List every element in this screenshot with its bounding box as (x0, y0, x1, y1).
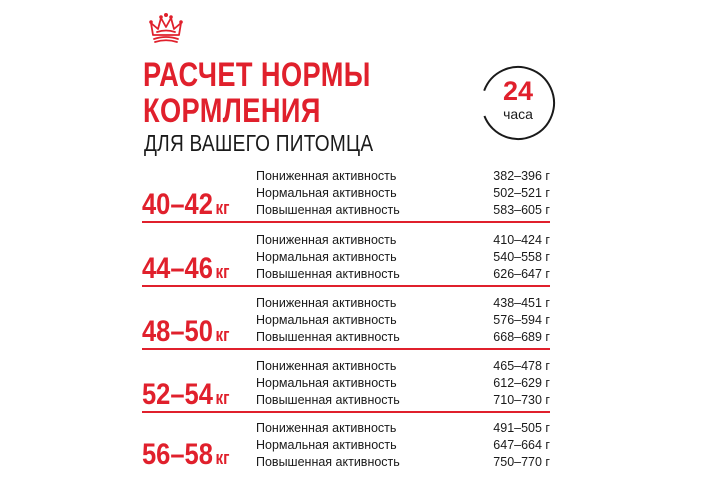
crown-icon (147, 11, 185, 45)
weight-range (142, 440, 230, 470)
table-row (256, 375, 550, 392)
activity-label: Повышенная активность (256, 267, 400, 281)
page-title-line-2: КОРМЛЕНИЯ (143, 92, 321, 130)
table-row (256, 329, 550, 346)
page-subtitle: ДЛЯ ВАШЕГО ПИТОМЦА (144, 130, 374, 156)
weight-range (142, 317, 230, 347)
portion-amount: 750–770 г (493, 455, 550, 469)
weight-value: 40–42 (142, 188, 213, 221)
portion-amount: 612–629 г (493, 376, 550, 390)
weight-unit: кг (215, 262, 230, 282)
portion-amount: 410–424 г (493, 233, 550, 247)
portion-amount: 540–558 г (493, 250, 550, 264)
activity-label: Нормальная активность (256, 376, 397, 390)
portion-amount: 438–451 г (493, 296, 550, 310)
badge-unit: часа (503, 106, 533, 122)
weight-section (142, 294, 550, 350)
activity-label: Пониженная активность (256, 233, 397, 247)
activity-label: Повышенная активность (256, 330, 400, 344)
activity-label: Нормальная активность (256, 250, 397, 264)
weight-value: 44–46 (142, 252, 213, 285)
section-divider (142, 411, 550, 413)
table-row (256, 420, 550, 437)
badge-value: 24 (502, 76, 534, 106)
portion-amount: 382–396 г (493, 169, 550, 183)
portion-amount: 502–521 г (493, 186, 550, 200)
section-divider (142, 348, 550, 350)
weight-section (142, 419, 550, 472)
table-row (256, 295, 550, 312)
portion-amount: 583–605 г (493, 203, 550, 217)
weight-value: 56–58 (142, 438, 213, 471)
weight-section (142, 167, 550, 223)
portion-amount: 626–647 г (493, 267, 550, 281)
weight-section (142, 357, 550, 413)
weight-unit: кг (215, 325, 230, 345)
portion-amount: 576–594 г (493, 313, 550, 327)
table-row (256, 358, 550, 375)
weight-range (142, 254, 230, 284)
table-row (256, 266, 550, 283)
activity-label: Нормальная активность (256, 186, 397, 200)
activity-label: Нормальная активность (256, 313, 397, 327)
section-divider (142, 221, 550, 223)
table-row (256, 202, 550, 219)
weight-range (142, 190, 230, 220)
table-row (256, 392, 550, 409)
weight-unit: кг (215, 448, 230, 468)
activity-label: Пониженная активность (256, 359, 397, 373)
portion-amount: 465–478 г (493, 359, 550, 373)
portion-amount: 647–664 г (493, 438, 550, 452)
activity-label: Пониженная активность (256, 296, 397, 310)
weight-value: 48–50 (142, 315, 213, 348)
weight-unit: кг (215, 198, 230, 218)
table-row (256, 437, 550, 454)
activity-label: Нормальная активность (256, 438, 397, 452)
section-divider (142, 285, 550, 287)
portion-amount: 710–730 г (493, 393, 550, 407)
table-row (256, 232, 550, 249)
activity-label: Повышенная активность (256, 455, 400, 469)
portion-amount: 491–505 г (493, 421, 550, 435)
table-row (256, 249, 550, 266)
table-row (256, 168, 550, 185)
weight-value: 52–54 (142, 378, 213, 411)
activity-label: Повышенная активность (256, 203, 400, 217)
weight-unit: кг (215, 388, 230, 408)
page-title-line-1: РАСЧЕТ НОРМЫ (143, 56, 371, 94)
daily-badge (479, 64, 557, 142)
portion-amount: 668–689 г (493, 330, 550, 344)
table-row (256, 454, 550, 471)
table-row (256, 312, 550, 329)
weight-range (142, 380, 230, 410)
weight-section (142, 231, 550, 287)
table-row (256, 185, 550, 202)
activity-label: Пониженная активность (256, 421, 397, 435)
activity-label: Повышенная активность (256, 393, 400, 407)
activity-label: Пониженная активность (256, 169, 397, 183)
